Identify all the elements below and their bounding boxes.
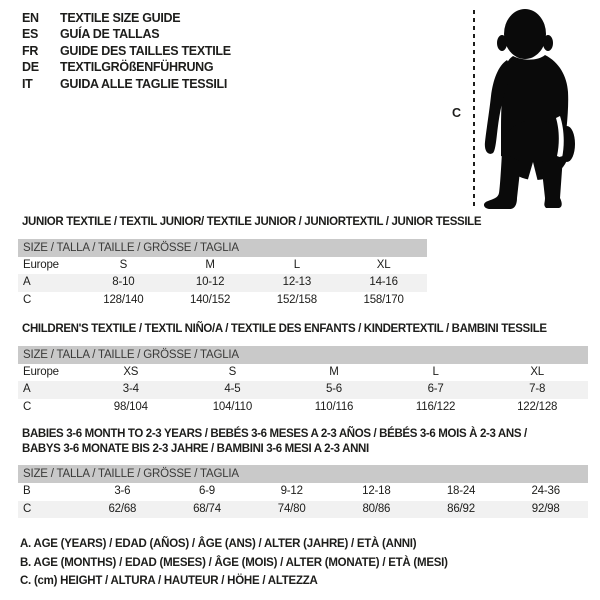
size-cell: 68/74 [193, 502, 221, 515]
table-row [18, 274, 427, 292]
table-title-line: BABYS 3-6 MONATE BIS 2-3 JAHRE / BAMBINI 3-6 MESI A 2-3 ANNI [22, 442, 369, 455]
row-label: Europe [23, 365, 59, 378]
language-row [22, 26, 231, 42]
language-code: ES [22, 27, 39, 42]
size-cell: 10-12 [195, 276, 225, 289]
table-row [18, 292, 427, 310]
row-label: A [23, 276, 31, 289]
junior-size-table [18, 215, 482, 309]
size-cell: 128/140 [103, 293, 144, 306]
size-cell: 12-13 [282, 276, 312, 289]
language-title: TEXTILE SIZE GUIDE [60, 11, 181, 25]
table-title-line: JUNIOR TEXTILE / TEXTIL JUNIOR/ TEXTILE JUNIOR / JUNIORTEXTIL / JUNIOR TESSILE [22, 216, 482, 228]
size-cell: 116/122 [415, 400, 456, 413]
row-label: C [23, 400, 32, 413]
table-title [22, 215, 482, 230]
language-code: DE [22, 60, 39, 75]
table-title-line: BABIES 3-6 MONTH TO 2-3 YEARS / BEBÉS 3-6 MESES A 2-3 AÑOS / BÉBÉS 3-6 MOIS À 2-3 ANS / [22, 428, 527, 440]
language-title: TEXTILGRÖßENFÜHRUNG [60, 60, 214, 75]
size-cell: 74/80 [277, 502, 306, 515]
size-cell: L [432, 365, 439, 378]
size-cell: 5-6 [325, 383, 342, 396]
language-code: EN [22, 11, 39, 25]
table-title [22, 427, 588, 456]
children-size-table [18, 322, 588, 416]
table-title-line: CHILDREN'S TEXTILE / TEXTIL NIÑO/A / TEXTILE DES ENFANTS / KINDERTEXTIL / BAMBINI TESSILE [22, 323, 547, 335]
size-cell: 110/116 [314, 400, 354, 413]
size-cell: 3-4 [122, 383, 139, 396]
size-cell: 80/86 [362, 502, 391, 515]
size-cell: 122/128 [517, 400, 558, 413]
size-cell: 14-16 [369, 276, 398, 289]
size-cell: 9-12 [280, 485, 303, 498]
size-cell: 4-5 [224, 383, 241, 396]
footnote-c: C. (cm) HEIGHT / ALTURA / HAUTEUR / HÖHE / ALTEZZA [20, 575, 318, 588]
size-cell: 158/170 [363, 293, 404, 306]
size-cell: XL [530, 365, 544, 378]
footnote-legend [20, 535, 448, 591]
language-heading-list [22, 10, 231, 92]
size-cell: 98/104 [113, 400, 148, 413]
size-cell: XL [376, 258, 391, 271]
size-cell: 18-24 [446, 485, 476, 498]
row-label: B [23, 485, 31, 498]
babies-size-table [18, 427, 588, 518]
size-cell: 6-9 [198, 485, 216, 498]
size-cell: M [329, 365, 339, 378]
row-label: Europe [23, 258, 59, 271]
size-cell: 104/110 [212, 400, 253, 413]
table-row [18, 399, 588, 417]
language-code: FR [22, 43, 39, 58]
table-size-header: SIZE / TALLA / TAILLE / GRÖSSE / TAGLIA [18, 239, 427, 257]
size-cell: 12-18 [362, 485, 391, 498]
size-cell: S [119, 258, 128, 271]
table-title [22, 322, 588, 337]
size-cell: 140/152 [190, 293, 231, 306]
size-cell: 86/92 [447, 502, 475, 515]
footnote-a: A. AGE (YEARS) / EDAD (AÑOS) / ÂGE (ANS) / ALTER (JAHRE) / ETÀ (ANNI) [20, 538, 417, 550]
size-cell: 24-36 [531, 485, 560, 498]
language-row [22, 76, 231, 92]
language-code: IT [22, 76, 33, 91]
language-title: GUÍA DE TALLAS [60, 27, 160, 42]
table-row [18, 501, 588, 519]
language-title: GUIDE DES TAILLES TEXTILE [60, 43, 231, 58]
table-size-header: SIZE / TALLA / TAILLE / GRÖSSE / TAGLIA [18, 465, 588, 483]
size-cell: 8-10 [112, 276, 135, 289]
size-cell: XS [123, 365, 139, 378]
size-cell: 6-7 [427, 383, 444, 396]
table-row [18, 381, 588, 399]
language-title: GUIDA ALLE TAGLIE TESSILI [60, 76, 228, 91]
size-cell: M [205, 258, 215, 271]
table-size-header: SIZE / TALLA / TAILLE / GRÖSSE / TAGLIA [18, 346, 588, 364]
language-row [22, 43, 231, 59]
table-row [18, 483, 588, 501]
row-label: A [23, 383, 31, 396]
language-row [22, 59, 231, 75]
size-cell: 152/158 [276, 293, 317, 306]
table-row [18, 364, 588, 382]
height-measure-label: C [452, 106, 462, 120]
size-cell: 7-8 [529, 383, 546, 396]
table-row [18, 257, 427, 275]
row-label: C [23, 293, 32, 306]
row-label: C [23, 502, 32, 515]
footnote-b: B. AGE (MONTHS) / EDAD (MESES) / ÂGE (MOIS) / ALTER (MONATE) / ETÀ (MESI) [20, 556, 448, 569]
height-measure-dashed-line [473, 10, 475, 207]
size-cell: 3-6 [114, 485, 131, 498]
baby-silhouette-icon [483, 4, 595, 210]
language-row [22, 10, 231, 26]
size-cell: S [228, 365, 237, 378]
size-cell: L [293, 258, 300, 271]
size-cell: 62/68 [108, 502, 137, 515]
size-cell: 92/98 [531, 502, 560, 515]
